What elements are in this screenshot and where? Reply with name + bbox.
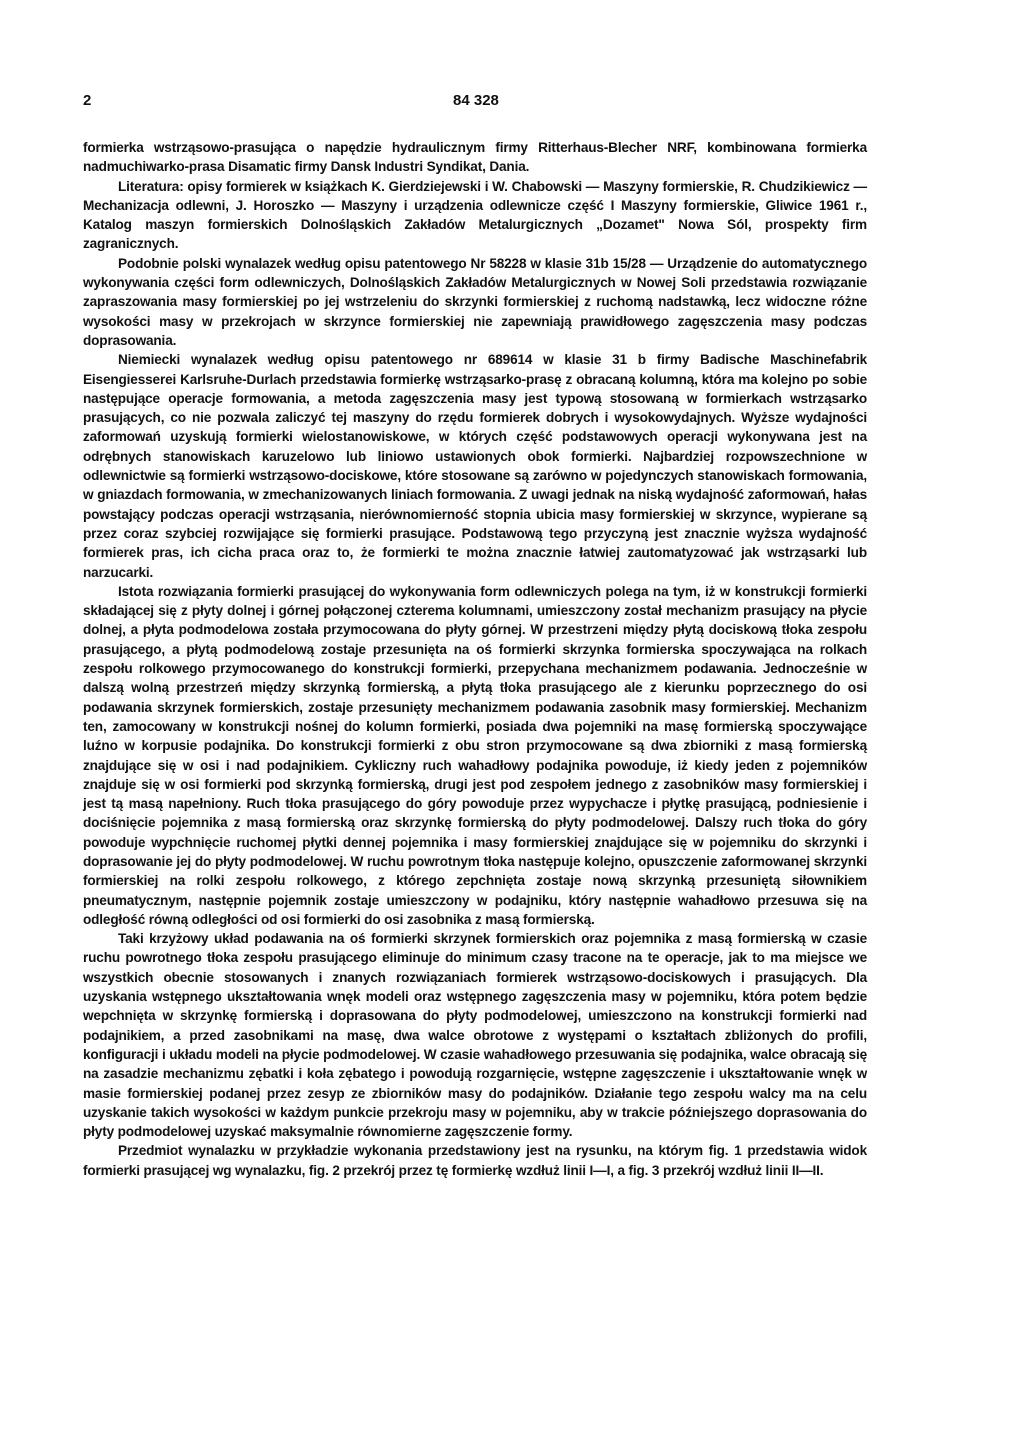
paragraph: Przedmiot wynalazku w przykładzie wykonania przedstawiony jest na rysunku, na którym fig. 1 przedstawia widok formierki prasującej wg wynalazku, fig. 2 przekrój przez tę formierkę wzdłuż linii I—I, a fig. 3 przekrój wzdłuż linii II—II.: [83, 1143, 867, 1178]
paragraph: Podobnie polski wynalazek według opisu patentowego Nr 58228 w klasie 31b 15/28 — Urządzenie do automatycznego wykonywania części form odlewniczych, Dolnośląskich Zakładów Metalurgicznych w Nowej Soli przedstawia rozwiązanie zapraszowania masy formierskiej po jej wstrzeleniu do skrzynki formierskiej z ruchomą nadstawką, lecz widoczne różne wysokości masy w przekrojach w skrzynce formierskiej nie zapewniają prawidłowego zagęszczenia masy podczas doprasowania.: [83, 255, 867, 348]
paragraph: Istota rozwiązania formierki prasującej do wykonywania form odlewniczych polega na tym, iż w konstrukcji formierki składającej się z płyty dolnej i górnej połączonej czterema kolumnami, umieszczony został mechanizm prasujący na płycie dolnej, a płyta podmodelowa została przymocowana do płyty górnej. W przestrzeni między płytą dociskową tłoka zespołu prasującego, a płytą podmodelową zostaje przesunięta na oś formierki skrzynka formierska spoczywająca na rolkach zespołu rolkowego przymocowanego do konstrukcji formierki, przepychana mechanizmem podawania. Jednocześnie w dalszą wolną przestrzeń między skrzynką formierską, a płytą tłoka prasującego ale z kierunku poprzecznego do osi podawania skrzynek formierskich, zostaje przesunięty mechanizmem podawania zasobnik masy formierskiej. Mechanizm ten, zamocowany w konstrukcji nośnej do kolumn formierki, posiada dwa pojemniki na masę formierską spoczywające luźno w korpusie podajnika. Do konstrukcji formierki z obu stron przymocowane są dwa zbiorniki z masą formierską znajdujące się w osi i nad podajnikiem. Cykliczny ruch wahadłowy podajnika powoduje, iż kiedy jeden z pojemników znajduje się w osi formierki pod skrzynką formierską, drugi jest pod zespołem jednego z zasobników masy formierskiej i jest tą masą napełniony. Ruch tłoka prasującego do góry powoduje przez wypychacze i płytkę prasującą, podniesienie i dociśnięcie pojemnika z masą formierską oraz skrzynkę formierską do płyty podmodelowej. Dalszy ruch tłoka do góry powoduje wypchnięcie ruchomej płytki dennej pojemnika i masy formierskiej znajdujące się w pojemniku do skrzynki i doprasowanie jej do płyty podmodelowej. W ruchu powrotnym tłoka następuje kolejno, opuszczenie zaformowanej skrzynki formierskiej na rolki zespołu rolkowego, z którego zepchnięta zostaje nową skrzynką przesuniętą siłownikiem pneumatycznym, następnie pojemnik zostaje umieszczony w podajniku, który następnie wahadłowo przesuwa się na odległość równą odległości od osi formierki do osi zasobnika z masą formierską.: [83, 583, 867, 927]
paragraph: formierka wstrząsowo-prasująca o napędzie hydraulicznym firmy Ritterhaus-Blecher NRF, kombinowana formierka nadmuchiwarko-prasa Disamatic firmy Dansk Industri Syndikat, Dania.: [83, 140, 867, 175]
body-text: [83, 138, 867, 1180]
paragraph: Taki krzyżowy układ podawania na oś formierki skrzynek formierskich oraz pojemnika z masą formierską w czasie ruchu powrotnego tłoka zespołu prasującego eliminuje do minimum czasy tracone na te operacje, jak to ma miejsce we wszystkich obecnie stosowanych i znanych rozwiązaniach formierek wstrząsowo-dociskowych i prasujących. Dla uzyskania wstępnego ukształtowania wnęk modeli oraz wstępnego zagęszczenia masy w pojemniku, która potem będzie wepchnięta w skrzynkę formierską i doprasowana do płyty podmodelowej, umieszczono na konstrukcji formierki nad podajnikiem, a przed zasobnikami na masę, dwa walce obrotowe z występami o kształtach zbliżonych do profili, konfiguracji i układu modeli na płycie podmodelowej. W czasie wahadłowego przesuwania się podajnika, walce obracają się na zasadzie mechanizmu zębatki i koła zębatego i powodują rozgarnięcie, wstępne zagęszczenie i ukształtowanie wnęk w masie formierskiej podanej przez zesyp ze zbiorników masy do podajników. Działanie tego zespołu walcy ma na celu uzyskanie takich wysokości w każdym punkcie przekroju masy w pojemniku, aby w trakcie późniejszego doprasowania do płyty podmodelowej uzyskać maksymalnie równomierne zagęszczenie formy.: [83, 931, 867, 1140]
page-header: [83, 92, 873, 116]
paragraph: Literatura: opisy formierek w książkach K. Gierdziejewski i W. Chabowski — Maszyny formierskie, R. Chudzikiewicz — Mechanizacja odlewni, J. Horoszko — Maszyny i urządzenia odlewnicze część I Maszyny formierskie, Gliwice 1961 r., Katalog maszyn formierskich Dolnośląskich Zakładów Metalurgicznych „Dozamet" Nowa Sól, prospekty firm zagranicznych.: [83, 178, 867, 252]
page-number: 2: [83, 92, 92, 109]
patent-number: 84 328: [453, 92, 499, 109]
paragraph: Niemiecki wynalazek według opisu patentowego nr 689614 w klasie 31 b firmy Badische Maschinefabrik Eisengiesserei Karlsruhe-Durlach przedstawia formierkę wstrząsarko-prasę z obracaną kolumną, która ma kolejno po sobie następujące operacje formowania, a metoda zagęszczenia masy jest typową stosowaną w formierkach wstrząsarko prasujących, co nie pozwala zaliczyć tej maszyny do rzędu formierek dobrych i wysokowydajnych. Wyższe wydajności zaformowań uzyskują formierki wielostanowiskowe, w których część podstawowych operacji wykonywana jest na odrębnych stanowiskach karuzelowo lub liniowo ustawionych obok formierki. Najbardziej rozpowszechnione w odlewnictwie są formierki wstrząsowo-dociskowe, które stosowane są zarówno w pojedynczych stanowiskach formowania, w gniazdach formowania, w zmechanizowanych liniach formowania. Z uwagi jednak na niską wydajność zaformowań, hałas powstający podczas operacji wstrząsania, nierównomierność stopnia ubicia masy formierskiej w skrzynce, wypierane są przez coraz szybciej rozwijające się formierki prasujące. Podstawową tego przyczyną jest znacznie wyższa wydajność formierek pras, ich cicha praca oraz to, że formierki te można znacznie łatwiej zautomatyzować jak wstrząsarki lub narzucarki.: [83, 352, 867, 580]
